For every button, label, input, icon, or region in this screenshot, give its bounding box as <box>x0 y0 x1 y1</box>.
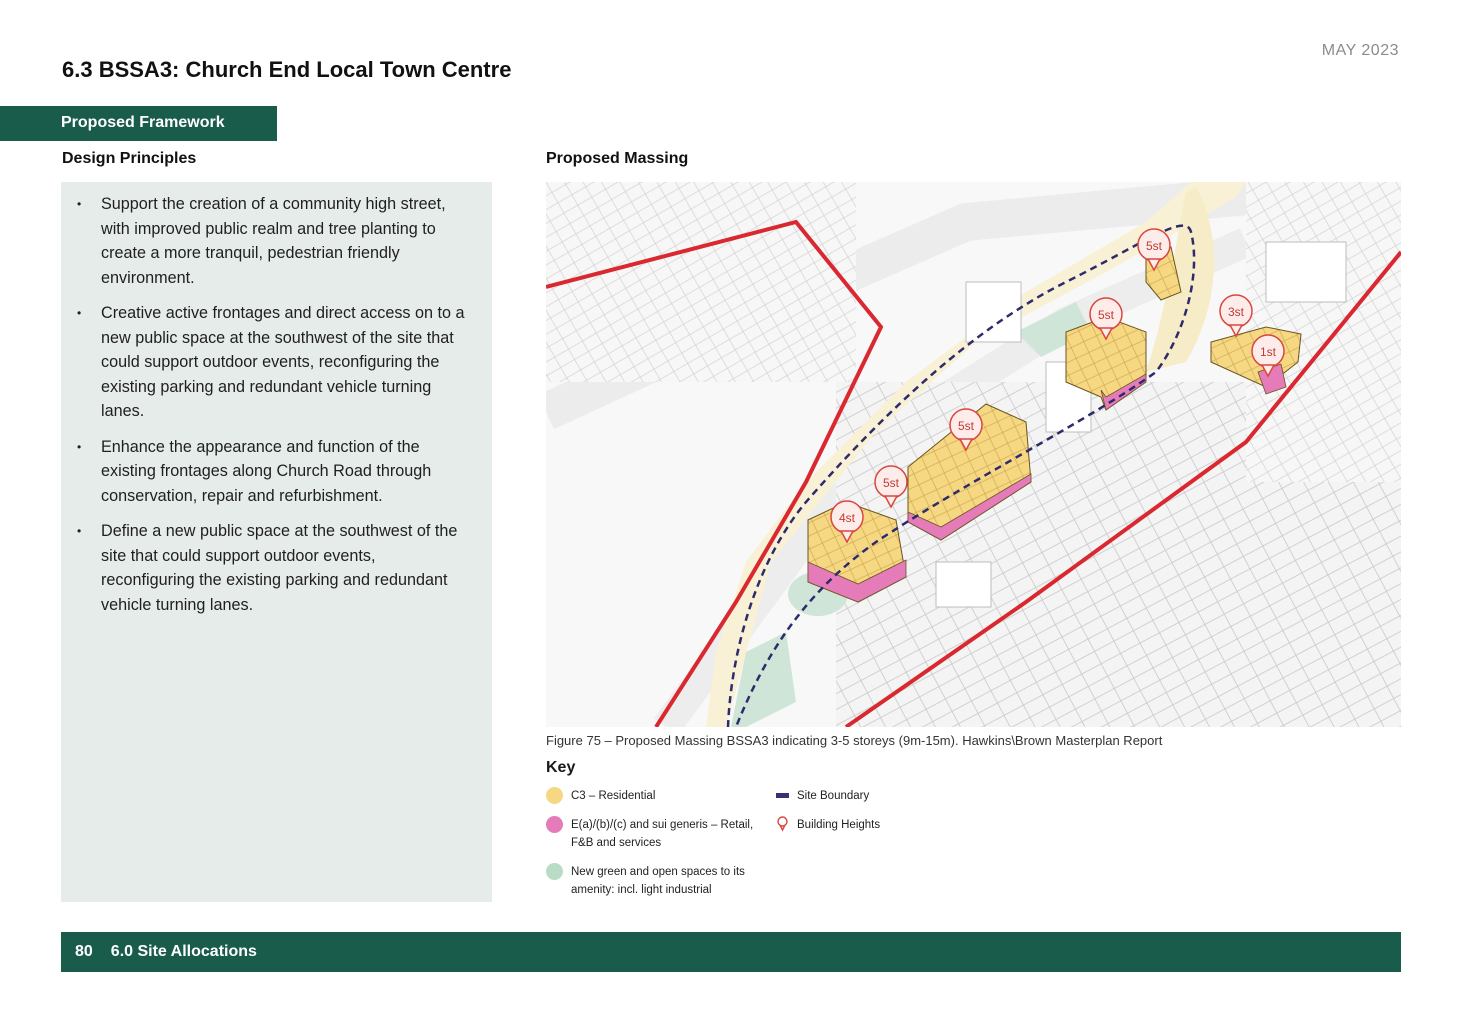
bullet-icon: • <box>77 439 82 454</box>
bullet-icon: • <box>77 197 82 211</box>
list-item: • Creative active frontages and direct access on to a new public space at the southwest of the site that could support outdoor events, reconfiguring the existing parking and redundant vehicle turning lanes. <box>77 301 472 424</box>
key-item-building-heights: Building Heights <box>776 816 926 834</box>
svg-text:5st: 5st <box>957 419 975 433</box>
key-item-retail: E(a)/(b)/(c) and sui generis – Retail, F&B and services <box>546 816 771 852</box>
page-footer <box>61 932 1401 972</box>
figure-caption: Figure 75 – Proposed Massing BSSA3 indicating 3-5 storeys (9m-15m). Hawkins\Brown Masterplan Report <box>546 733 1163 748</box>
massing-illustration <box>546 182 1401 727</box>
list-item: • Define a new public space at the southwest of the site that could support outdoor events, reconfiguring the existing parking and redundant vehicle turning lanes. <box>77 519 472 617</box>
document-date: MAY 2023 <box>1321 42 1399 59</box>
key-title: Key <box>546 759 576 776</box>
svg-text:5st: 5st <box>882 476 900 490</box>
svg-text:3st: 3st <box>1227 305 1245 319</box>
massing-diagram <box>546 182 1401 727</box>
key-item-site-boundary: Site Boundary <box>776 787 926 805</box>
key-item-residential: C3 – Residential <box>546 787 766 805</box>
page-number: 80 <box>75 943 93 960</box>
bullet-icon: • <box>77 306 82 320</box>
svg-text:5st: 5st <box>1097 308 1115 322</box>
green-space-swatch-icon <box>546 863 563 880</box>
key-item-green-space: New green and open spaces to its amenity: incl. light industrial <box>546 863 771 899</box>
list-item: • Support the creation of a community high street, with improved public realm and tree planting to create a more tranquil, pedestrian friendly environment. <box>77 192 472 290</box>
section-tab: Proposed Framework <box>0 106 277 141</box>
site-boundary-line-icon <box>776 793 789 798</box>
list-item: • Enhance the appearance and function of the existing frontages along Church Road through conservation, repair and refurbishment. <box>77 435 472 509</box>
design-principles-panel <box>61 182 492 902</box>
svg-text:1st: 1st <box>1259 345 1277 359</box>
retail-swatch-icon <box>546 816 563 833</box>
page-title: 6.3 BSSA3: Church End Local Town Centre <box>62 57 512 82</box>
svg-text:5st: 5st <box>1145 239 1163 253</box>
bullet-icon: • <box>77 524 82 538</box>
svg-text:4st: 4st <box>838 511 856 525</box>
map-pin-icon <box>776 816 789 834</box>
proposed-massing-heading: Proposed Massing <box>546 150 689 167</box>
footer-section-title: 6.0 Site Allocations <box>110 943 257 960</box>
residential-swatch-icon <box>546 787 563 804</box>
design-principles-heading: Design Principles <box>62 150 197 167</box>
principles-list <box>77 192 472 617</box>
